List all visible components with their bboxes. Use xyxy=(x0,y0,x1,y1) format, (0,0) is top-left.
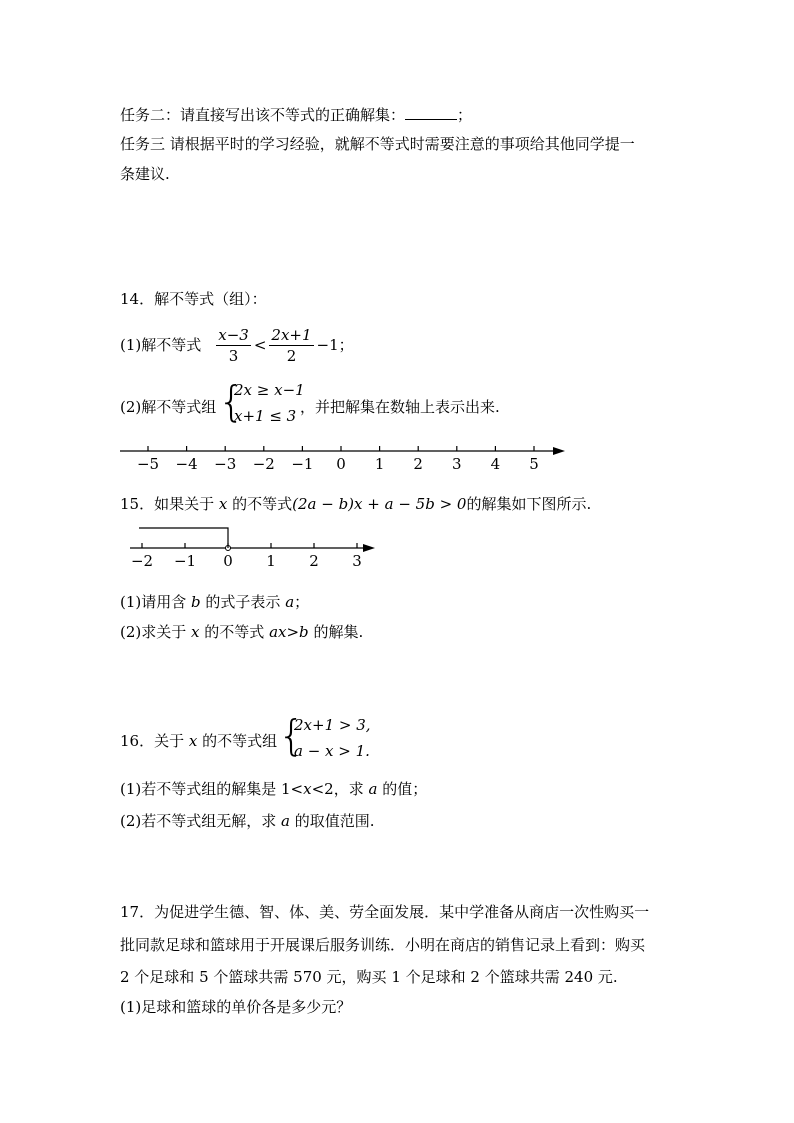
fraction-left-denominator: 3 xyxy=(228,346,239,365)
task2-suffix: ； xyxy=(457,106,473,124)
q14-part1-label: (1)解不等式 xyxy=(120,335,202,354)
q14-part1-tail: −1； xyxy=(316,335,354,354)
q15-part2-text-e: 的解集. xyxy=(313,623,364,641)
q16-text-b: 的不等式组 xyxy=(202,732,278,750)
fraction-right-denominator: 2 xyxy=(286,346,297,365)
q15-heading xyxy=(120,497,591,512)
q16-part2-text-c: 的取值范围. xyxy=(294,812,375,830)
task2-line xyxy=(120,105,472,123)
tick-label: 1 xyxy=(374,455,385,473)
q15-text-a: 15．如果关于 xyxy=(120,495,215,513)
fraction-right-numerator: 2x+1 xyxy=(271,325,312,344)
fraction-left-numerator: x−3 xyxy=(218,325,249,344)
q16-part1 xyxy=(120,782,427,797)
system-row-2: x+1 ≤ 3 xyxy=(234,407,297,425)
var-a: a xyxy=(285,593,295,611)
var-x: x xyxy=(303,780,312,798)
number-line-1 xyxy=(115,440,570,476)
q16-part1-text-d: 的值； xyxy=(382,780,428,798)
tick-label: −2 xyxy=(130,552,154,570)
task3-line1: 任务三 请根据平时的学习经验，就解不等式时需要注意的事项给其他同学提一 xyxy=(120,135,635,153)
task2-text: 任务二：请直接写出该不等式的正确解集： xyxy=(120,106,406,124)
tick-label: 2 xyxy=(309,552,319,570)
fraction-right xyxy=(269,325,313,366)
q16-part2 xyxy=(120,814,375,829)
number-line-2 xyxy=(125,520,380,570)
tick-label: −3 xyxy=(214,455,237,473)
q14-heading: 14．解不等式（组）： xyxy=(120,290,267,308)
q17-part1: (1)足球和篮球的单价各是多少元？ xyxy=(120,998,352,1016)
q15-part2-text-a: (2)求关于 xyxy=(120,623,187,641)
q14-part1 xyxy=(120,323,354,367)
q15-inequality: (2a − b)x + a − 5b > 0 xyxy=(292,495,467,513)
tick-label: −2 xyxy=(252,455,275,473)
system-row-1: 2x ≥ x−1 xyxy=(234,381,305,399)
q15-part2-text-c: 的不等式 xyxy=(204,623,265,641)
q15-text-c: 的解集如下图所示. xyxy=(466,495,592,513)
system-row-1: 2x+1 > 3, xyxy=(294,716,371,734)
tick-label: 0 xyxy=(336,455,346,473)
q17-line2: 批同款足球和篮球用于开展课后服务训练．小明在商店的销售记录上看到：购买 xyxy=(120,936,646,954)
var-a: a xyxy=(281,812,290,830)
system-row-2: a − x > 1. xyxy=(294,742,370,760)
var-x: x xyxy=(191,623,200,641)
q16-heading xyxy=(120,734,277,749)
q16-part1-text-a: (1)若不等式组的解集是 1< xyxy=(120,780,304,798)
tick-label: −1 xyxy=(291,455,314,473)
tick-label: −5 xyxy=(136,455,160,473)
fraction-left xyxy=(216,325,251,366)
less-than-sign: < xyxy=(253,335,267,354)
q15-part1 xyxy=(120,595,309,610)
q15-part1-text-c: 的式子表示 xyxy=(205,593,281,611)
q14-part2-suffix: ，并把解集在数轴上表示出来. xyxy=(300,398,500,416)
q16-part1-text-b: <2，求 xyxy=(311,780,364,798)
answer-blank xyxy=(405,105,457,120)
q14-system xyxy=(234,383,304,427)
tick-label: −4 xyxy=(175,455,198,473)
tick-label: 0 xyxy=(223,552,233,570)
var-x: x xyxy=(188,732,198,750)
solution-set-bracket xyxy=(139,528,228,548)
task3-line2: 条建议. xyxy=(120,165,170,183)
var-a: a xyxy=(368,780,378,798)
q15-part1-text-a: (1)请用含 xyxy=(120,593,187,611)
arrow-head-icon xyxy=(363,544,375,552)
q16-part2-text-a: (2)若不等式组无解，求 xyxy=(120,812,277,830)
tick-label: 3 xyxy=(352,552,362,570)
q15-text-b: 的不等式 xyxy=(232,495,293,513)
tick-label: −1 xyxy=(173,552,197,570)
q15-part2 xyxy=(120,625,363,640)
q17-line3: 2 个足球和 5 个篮球共需 570 元，购买 1 个足球和 2 个篮球共需 240 元. xyxy=(120,968,618,986)
q15-part1-text-e: ； xyxy=(294,593,310,611)
q17-line1: 17．为促进学生德、智、体、美、劳全面发展．某中学准备从商店一次性购买一 xyxy=(120,903,650,921)
left-brace-icon: { xyxy=(218,377,245,426)
tick-label: 5 xyxy=(529,455,539,473)
tick-label: 1 xyxy=(266,552,276,570)
tick-label: 2 xyxy=(413,455,423,473)
tick-label: 4 xyxy=(490,455,501,473)
q16-system xyxy=(294,718,374,762)
q14-part2-label: (2)解不等式组 xyxy=(120,398,217,416)
q16-text-a: 16．关于 xyxy=(120,732,185,750)
arrow-head-icon xyxy=(553,447,565,455)
left-brace-icon: { xyxy=(278,711,305,760)
var-b: b xyxy=(191,593,201,611)
q15-part2-inequality: ax>b xyxy=(269,623,309,641)
tick-label: 3 xyxy=(452,455,462,473)
var-x: x xyxy=(218,495,228,513)
